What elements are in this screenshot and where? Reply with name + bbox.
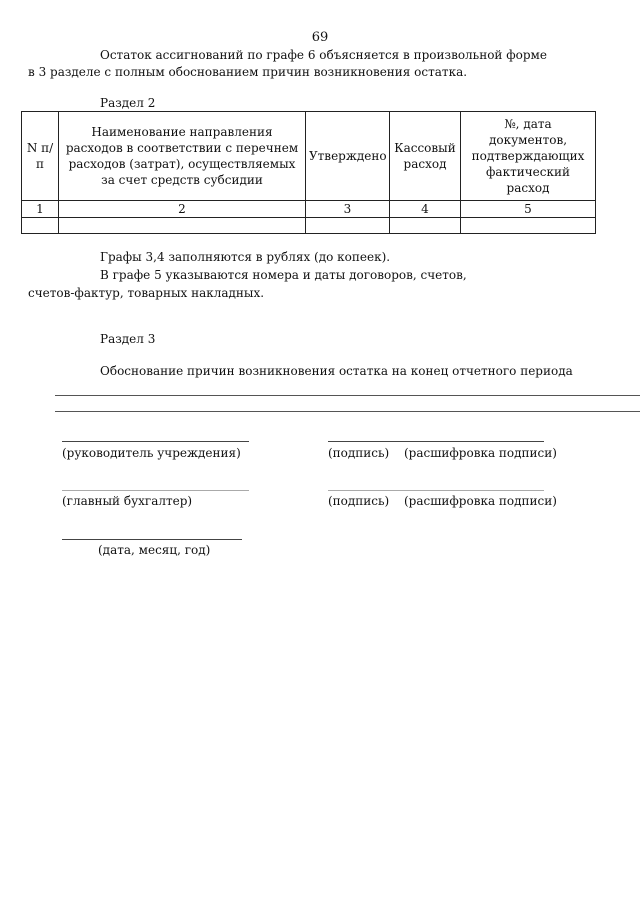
accountant-decryption-label: (расшифровка подписи) (404, 494, 557, 508)
table-cell (306, 218, 390, 234)
justification-line-2 (55, 411, 640, 412)
date-line (62, 539, 242, 540)
header-row-number: N п/п (22, 112, 59, 201)
section-2-table (21, 111, 596, 234)
date-label: (дата, месяц, год) (98, 543, 211, 557)
column-number-1: 1 (22, 201, 59, 218)
accountant-role-line (62, 490, 249, 491)
section-2-title: Раздел 2 (100, 96, 156, 110)
table-cell (461, 218, 596, 234)
head-role-label: (руководитель учреждения) (62, 446, 241, 460)
header-expense-direction: Наименование направления расходов в соответствии с перечнем расходов (затрат), осуществляемых за счет средств субсидии (59, 112, 306, 201)
note-line-3: счетов-фактур, товарных накладных. (28, 286, 265, 300)
accountant-signature-line (328, 490, 544, 491)
column-number-5: 5 (461, 201, 596, 218)
section-3-title: Раздел 3 (100, 332, 156, 346)
justification-label: Обоснование причин возникновения остатка на конец отчетного периода (100, 364, 573, 378)
justification-line-1 (55, 395, 640, 396)
intro-line-2: в 3 разделе с полным обоснованием причин возникновения остатка. (28, 65, 468, 79)
column-number-4: 4 (390, 201, 461, 218)
head-role-line (62, 441, 249, 442)
header-cash-expense: Кассовый расход (390, 112, 461, 201)
table-cell (22, 218, 59, 234)
table-cell (59, 218, 306, 234)
head-decryption-label: (расшифровка подписи) (404, 446, 557, 460)
head-signature-label: (подпись) (328, 446, 390, 460)
note-line-2: В графе 5 указываются номера и даты договоров, счетов, (100, 268, 467, 282)
header-documents: №, дата документов, подтверждающих фактический расход (461, 112, 596, 201)
intro-line-1: Остаток ассигнований по графе 6 объясняется в произвольной форме (100, 48, 547, 62)
header-approved: Утверждено (306, 112, 390, 201)
page-number: 69 (311, 30, 329, 45)
column-number-2: 2 (59, 201, 306, 218)
column-number-3: 3 (306, 201, 390, 218)
table-row (22, 218, 596, 234)
accountant-signature-label: (подпись) (328, 494, 390, 508)
note-line-1: Графы 3,4 заполняются в рублях (до копеек). (100, 250, 391, 264)
head-signature-line (328, 441, 544, 442)
accountant-role-label: (главный бухгалтер) (62, 494, 193, 508)
table-cell (390, 218, 461, 234)
